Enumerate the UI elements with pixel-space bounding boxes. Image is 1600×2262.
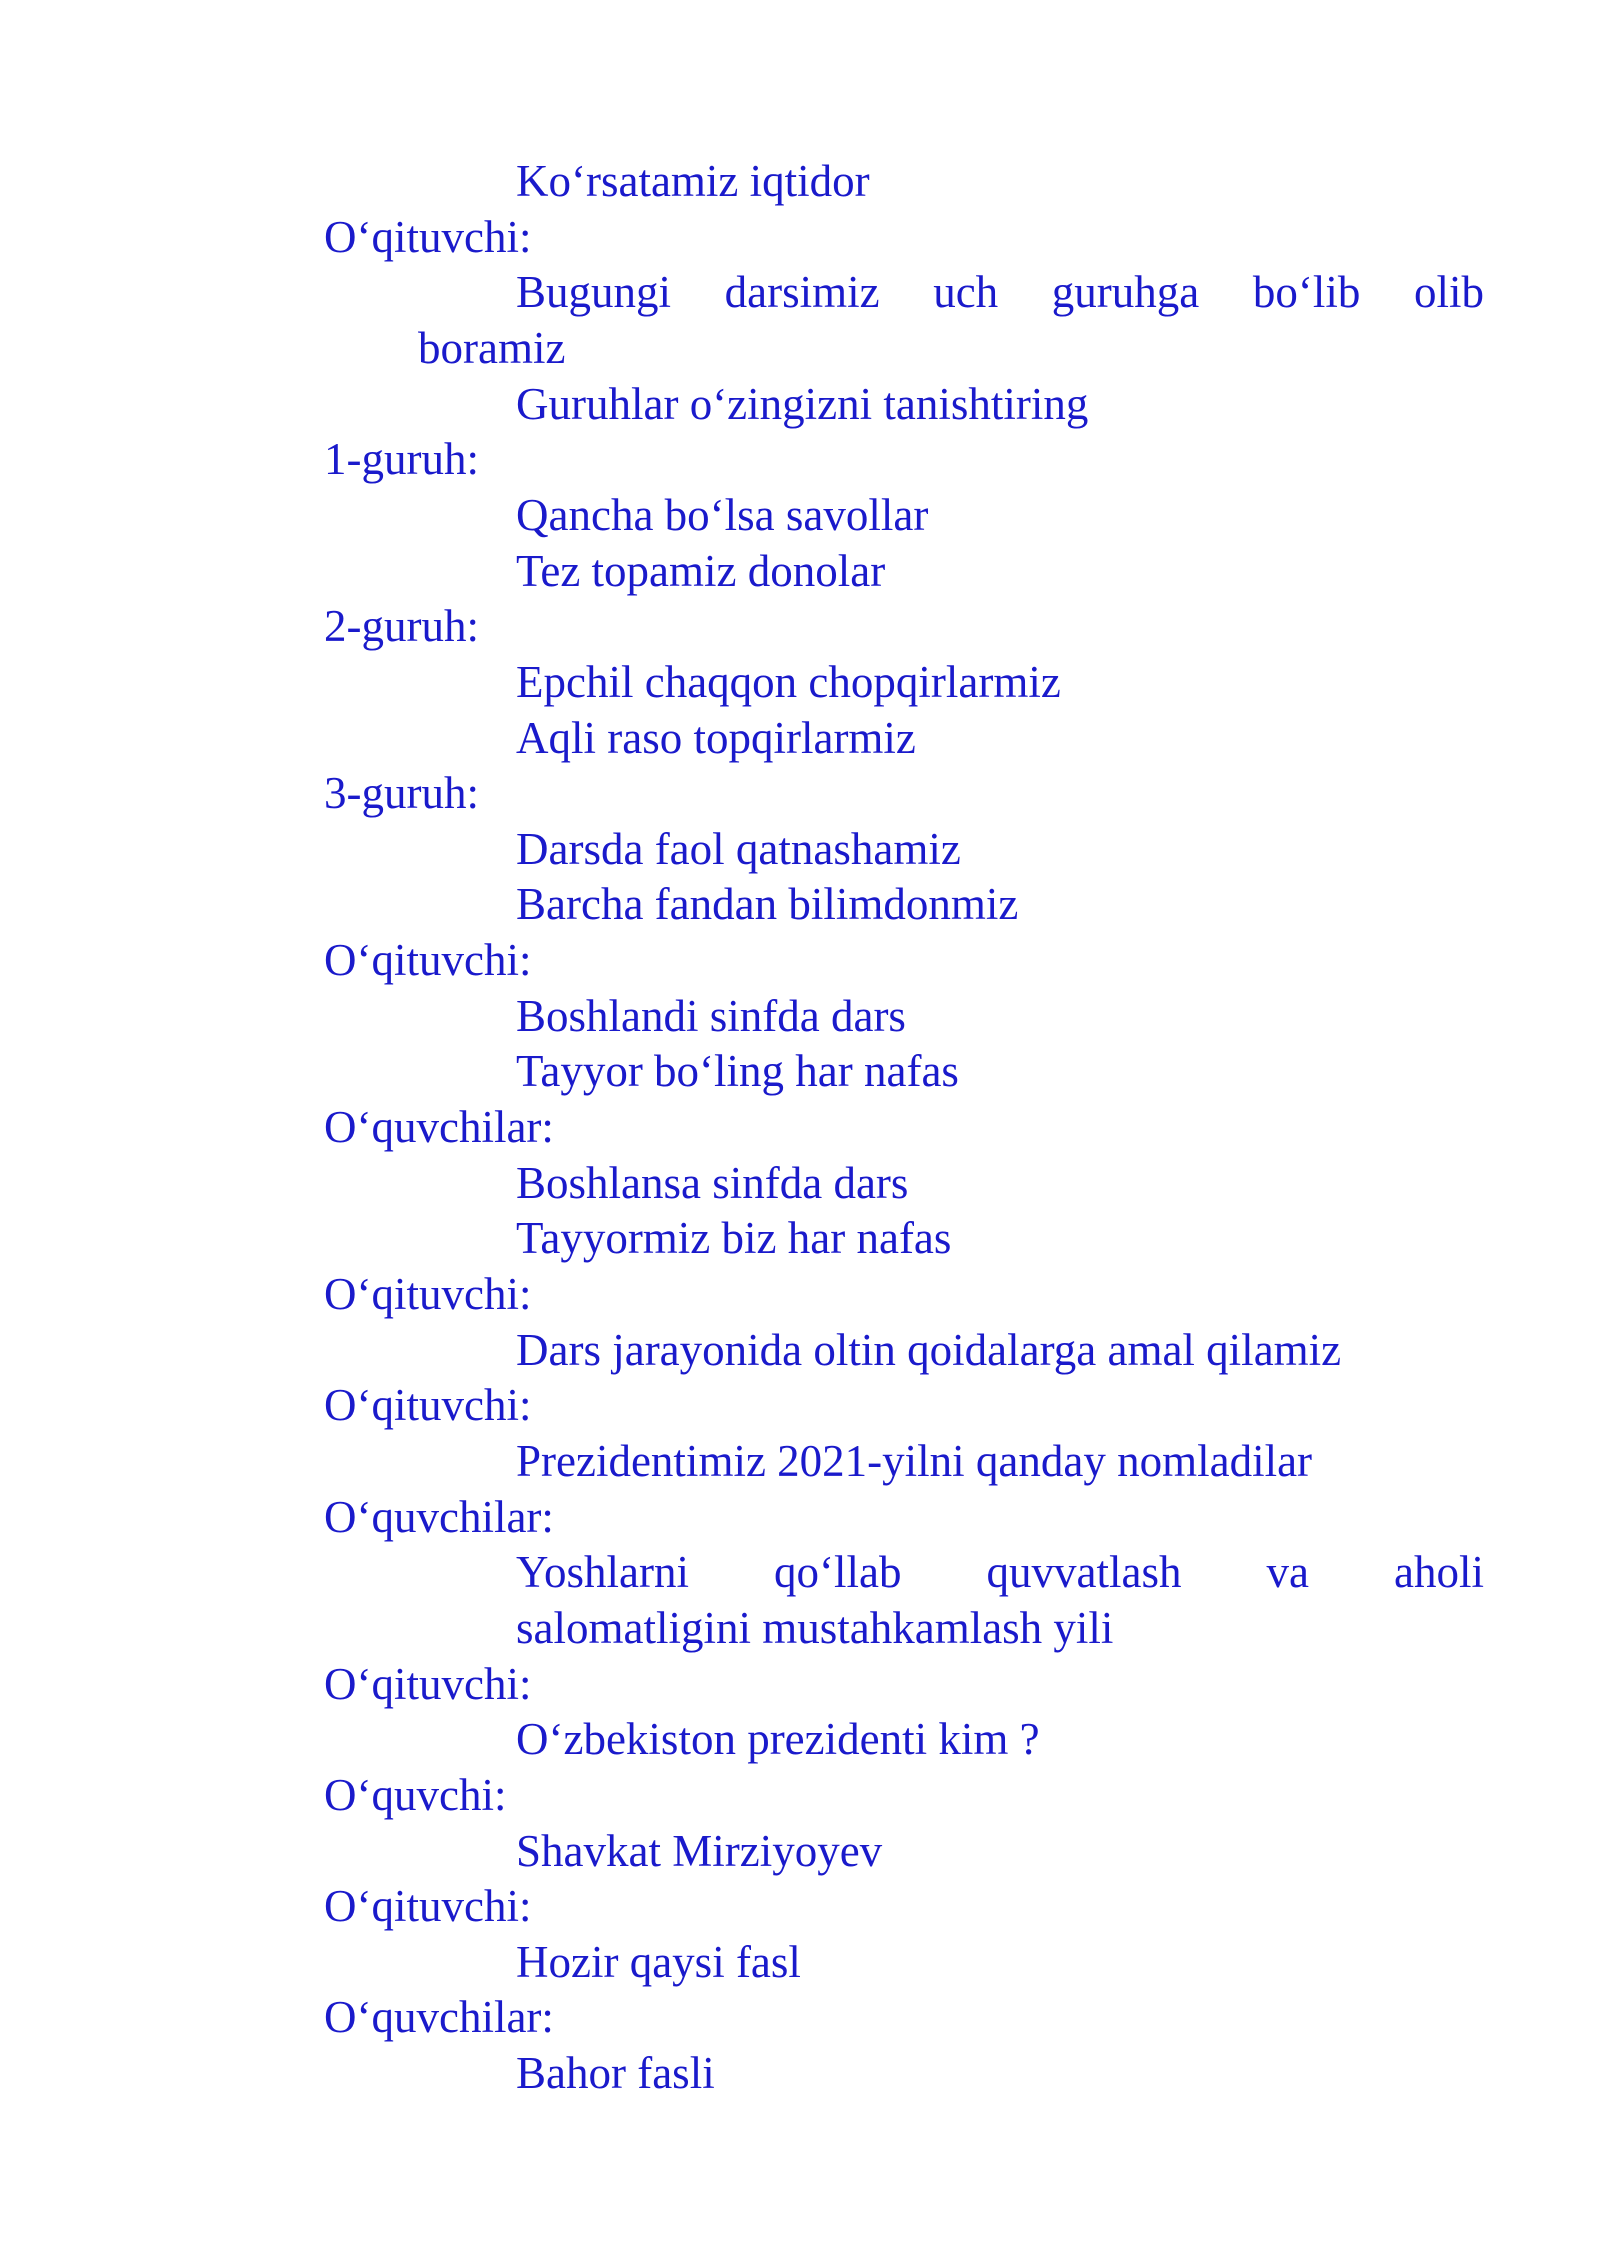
- verse-word: bo‘lib: [1252, 267, 1361, 318]
- verse-word: va: [1266, 1547, 1309, 1598]
- verse-word: Bugungi: [516, 267, 672, 318]
- verse-line: Tez topamiz donolar: [516, 545, 886, 596]
- verse-line: Barcha fandan bilimdonmiz: [516, 879, 1019, 930]
- verse-line: Darsda faol qatnashamiz: [516, 823, 961, 874]
- speaker-label: 1-guruh:: [324, 434, 479, 485]
- verse-line: Boshlandi sinfda dars: [516, 990, 906, 1041]
- verse-line-continuation: boramiz: [418, 322, 566, 373]
- speaker-label: 3-guruh:: [324, 768, 479, 819]
- speaker-label: O‘quvchilar:: [324, 1491, 554, 1542]
- verse-word: olib: [1413, 267, 1484, 318]
- speaker-label: O‘qituvchi:: [324, 1881, 532, 1932]
- speaker-label: O‘qituvchi:: [324, 1269, 532, 1319]
- verse-word: aholi: [1394, 1547, 1484, 1598]
- verse-line: Tayyor bo‘ling har nafas: [516, 1046, 959, 1097]
- verse-word: guruhga: [1051, 267, 1200, 318]
- verse-word: Yoshlarni: [516, 1547, 689, 1598]
- verse-line: Aqli raso topqirlarmiz: [516, 712, 916, 763]
- verse-line: Hozir qaysi fasl: [516, 1936, 801, 1987]
- verse-line: Qancha bo‘lsa savollar: [516, 489, 929, 540]
- verse-word: uch: [933, 267, 999, 318]
- verse-line: Ko‘rsatamiz iqtidor: [516, 156, 870, 206]
- verse-line: Prezidentimiz 2021-yilni qanday nomladilar: [516, 1435, 1313, 1486]
- verse-line: Epchil chaqqon chopqirlarmiz: [516, 656, 1061, 707]
- verse-line: O‘zbekiston prezidenti kim ?: [516, 1714, 1040, 1765]
- verse-word: darsimiz: [724, 267, 880, 318]
- verse-word: quvvatlash: [986, 1547, 1182, 1598]
- verse-line-justified: [516, 264, 1484, 320]
- speaker-label: O‘qituvchi:: [324, 1658, 532, 1709]
- verse-line: Boshlansa sinfda dars: [516, 1157, 909, 1208]
- verse-line: Shavkat Mirziyoyev: [516, 1825, 883, 1876]
- speaker-label: O‘qituvchi:: [324, 935, 532, 986]
- speaker-label: O‘quvchilar:: [324, 1992, 554, 2043]
- verse-word: qo‘llab: [774, 1547, 902, 1598]
- verse-line-justified: [516, 1544, 1484, 1600]
- speaker-label: 2-guruh:: [324, 601, 479, 652]
- verse-line: Dars jarayonida oltin qoidalarga amal qilamiz: [516, 1324, 1342, 1375]
- verse-line: Bahor fasli: [516, 2048, 715, 2099]
- verse-line: Guruhlar o‘zingizni tanishtiring: [516, 378, 1089, 429]
- speaker-label: O‘qituvchi:: [324, 1380, 532, 1431]
- verse-line: Tayyormiz biz har nafas: [516, 1213, 952, 1264]
- speaker-label: O‘quvchi:: [324, 1769, 507, 1820]
- speaker-label: O‘qituvchi:: [324, 211, 532, 262]
- verse-line: salomatligini mustahkamlash yili: [516, 1602, 1114, 1653]
- speaker-label: O‘quvchilar:: [324, 1102, 554, 1153]
